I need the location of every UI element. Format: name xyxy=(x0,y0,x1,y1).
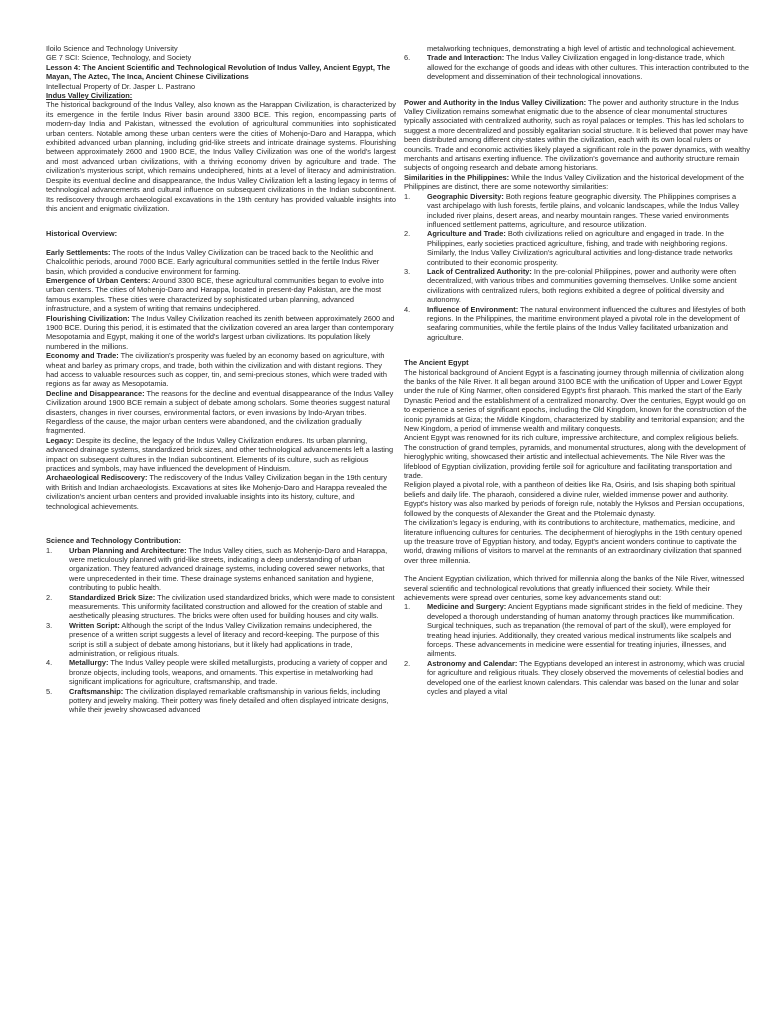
list-item: 4. Influence of Environment: The natural environment influenced the cultures and lifestyles of both regions. In the Philippines, the maritime environment played a pivotal role in the development of seafaring communities, while the fertile plains of the Indus Valley facilitated urbanization and agriculture. xyxy=(404,304,746,342)
similarities-list xyxy=(404,192,750,343)
egypt-paragraph-3: Religion played a pivotal role, with a pantheon of deities like Ra, Osiris, and Isis shaping both spiritual beliefs and daily life. The pharaoh, considered a divine ruler, wielded immense power and authority. Egypt's history was also marked by periods of foreign rule, notably the Hyksos and Persian occupations, followed by the conquests of Alexander the Great and the Ptolemaic dynasty. xyxy=(404,480,745,518)
list-item: 3. Lack of Centralized Authority: In the pre-colonial Philippines, power and authority were often decentralized, with various tribes and communities governing themselves. Unlike some ancient civilizations with centralized rulers, both regions exhibited a degree of political diversity and autonomy. xyxy=(404,266,737,305)
list-item: 2. Agriculture and Trade: Both civilizations relied on agriculture and engaged in trade. In the Philippines, early societies practiced agriculture, fishing, and trade with neighboring regions. Similarly, the Indus Valley Civilization's agricultural activities and long-distance trade networks contributed to their economic prosperity. xyxy=(404,229,733,267)
egypt-paragraph-2: Ancient Egypt was renowned for its rich culture, impressive architecture, and complex religious beliefs. The construction of grand temples, pyramids, and monumental structures, along with the development of hieroglyphic writing, showcased their artistic and intellectual achievements. The Nile River was the lifeblood of Egyptian civilization, providing fertile soil for agriculture and facilitating transportation and trade. xyxy=(404,433,746,481)
list-item: 4. Metallurgy: The Indus Valley people were skilled metallurgists, producing a variety of copper and bronze objects, including tools, weapons, and ornaments. This expertise in metalworking had significant implications for agriculture, craftsmanship, and trade. xyxy=(46,658,388,687)
egypt-section-title: The Ancient Egypt xyxy=(404,358,469,368)
overview-item: Economy and Trade: The civilization's prosperity was fueled by an economy based on agriculture, with wheat and barley as primary crops, and trade, both within the civilization and with distant regions. They had access to valuable resources such as copper, tin, and semi-precious stones, which were traded with regions as far away as Mesopotamia. xyxy=(46,351,387,389)
overview-item: Emergence of Urban Centers: Around 3300 BCE, these agricultural communities began to evolve into urban centers. The cities of Mohenjo-Daro and Harappa, located in present-day Pakistan, are the most famous examples. These cities were characterized by sophisticated urban planning, advanced infrastructure, and a system of writing that remains undeciphered. xyxy=(46,275,384,314)
list-item: 6. Trade and Interaction: The Indus Valley Civilization engaged in long-distance trade, which allowed for the exchange of goods and ideas with other cultures. This interaction contributed to the development and dissemination of their technological innovations. xyxy=(404,53,749,82)
overview-item: Legacy: Despite its decline, the legacy of the Indus Valley Civilization endures. Its urban planning, advanced drainage systems, standardized brick sizes, and other technological advancements left a lasting impact on subsequent cultures in the Indian subcontinent. Elements of its culture, such as religious practices and symbols, may have influenced the development of Hinduism. xyxy=(46,435,394,474)
overview-title: Historical Overview: xyxy=(46,229,118,239)
contribution-list-continued xyxy=(404,44,750,82)
list-item: 2. Standardized Brick Size: The civilization used standardized bricks, which were made to consistent measurements. This uniformity facilitated construction and allowed for the creation of stable and aesthetically pleasing structures. The bricks were often used for building houses and city walls. xyxy=(46,592,395,621)
list-item: 1. Urban Planning and Architecture: The Indus Valley cities, such as Mohenjo-Daro and Harappa, were meticulously planned with grid-like streets, indicating a deep understanding of urban organization. They featured advanced drainage systems, including covered sewer networks, that were unprecedented in their time. These drainage systems enhanced sanitation and hygiene, contributing to public health. xyxy=(46,545,388,593)
egypt-paragraph-5: The Ancient Egyptian civilization, which thrived for millennia along the banks of the Nile River, witnessed several scientific and technological revolutions that greatly influenced their society. While their achievements were spread over centuries, some key advancements stand out: xyxy=(404,574,745,602)
right-column xyxy=(404,44,750,696)
list-item: 1. Geographic Diversity: Both regions feature geographic diversity. The Philippines comprises a vast archipelago with lush forests, fertile plains, and volcanic landscapes, while the Indus Valley included river plains, desert areas, and nearby mountain ranges. These varied environments influenced settlement patterns, agriculture, and resource utilization. xyxy=(404,191,740,229)
list-item: 3. Written Script: Although the script of the Indus Valley Civilization remains undeciphered, the presence of a written script suggests a level of literacy and record-keeping. The purpose of this script is still a subject of debate among historians, but it likely had applications in trade, administration, or religious rituals. xyxy=(46,620,380,658)
course-title: GE 7 SCI: Science, Technology, and Society xyxy=(46,53,192,63)
overview-item: Flourishing Civilization: The Indus Valley Civilization reached its zenith between approximately 2600 and 1900 BCE. During this period, it is estimated that the civilization covered an area larger than contemporary Mesopotamia and Egypt, making it one of the world's largest urban civilizations. Its population likely numbered in the millions. xyxy=(46,313,395,351)
indus-section-title: Indus Valley Civilization: xyxy=(46,91,133,101)
egypt-paragraph-1: The historical background of Ancient Egypt is a fascinating journey through millennia of civilization along the banks of the Nile River. It all began around 3100 BCE with the unification of Upper and Lower Egypt under the rule of King Narmer, often considered Egypt's first pharaoh. This marked the start of the Early Dynastic Period and the establishment of a centralized monarchy. Over the centuries, Egypt would go on to experience a series of significant epochs, including the Old Kingdom, known for the construction of the iconic pyramids at Giza; the Middle Kingdom, characterized by stability and territorial expansion; and the New Kingdom, a period of immense wealth and military conquests. xyxy=(404,367,747,434)
overview-item: Decline and Disappearance: The reasons for the decline and eventual disappearance of the Indus Valley Civilization around 1900 BCE remain a subject of debate among scholars. Some theories suggest natural disasters, changes in river courses, environmental factors, or even invasions by Indo-Aryan tribes. Regardless of the cause, the major urban centers were abandoned, and the civilization gradually fragmented. xyxy=(46,388,394,436)
contribution-title: Science and Technology Contribution: xyxy=(46,536,181,546)
power-authority-paragraph: Power and Authority in the Indus Valley Civilization: The power and authority structure in the Indus Valley Civilization remains somewhat enigmatic due to the absence of clear monumental structures typically associated with centralized authority, such as royal palaces or temples. This has led scholars to suggest a more decentralized and possibly egalitarian social structure. It is believed that power may have been distributed among different city-states within the civilization, each with its own local rulers or councils. Trade and economic activities likely played a significant role in the power dynamics, with wealthy merchants and artisans exerting influence. The civilization's governance and authority structure remain subjects of ongoing research and debate among historians. xyxy=(404,97,750,173)
lesson-title: Lesson 4: The Ancient Scientific and Technological Revolution of Indus Valley, Ancient Egypt, The Mayan, The Aztec, The Inca, Ancient Chinese Civilizations xyxy=(46,62,391,82)
left-column xyxy=(46,44,396,715)
egypt-advancements-list xyxy=(404,602,750,696)
list-item: 1. Medicine and Surgery: Ancient Egyptians made significant strides in the field of medicine. They developed a thorough understanding of human anatomy through practices like mummification. Surgical techniques, such as trepanation (the removal of part of the skull), were employed for treating head injuries. Additionally, they created various medical instruments like scalpels and forceps. These advancements in medicine were essential for treating injuries, illnesses, and ailments. xyxy=(404,602,743,659)
list-item-continued: metalworking techniques, demonstrating a high level of artistic and technological achievement. xyxy=(427,44,736,53)
indus-intro-paragraph: The historical background of the Indus Valley, also known as the Harappan Civilization, is characterized by its emergence in the fertile Indus River basin around 3300 BCE. This region, encompassing parts of modern-day India and Pakistan, witnessed the evolution of agricultural communities into sophisticated urban centers. Notable among these urban centers were the cities of Mohenjo-Daro and Harappa, which exhibited advanced urban planning, including grid-like streets and intricate drainage systems. Flourishing between approximately 2600 and 1900 BCE, the Indus Valley Civilization was one of the world's largest and most advanced urban civilizations, with a thriving economy driven by agriculture and trade. The civilization's mysterious script, which remains undeciphered, hints at a level of literacy and administration. Despite its eventual decline and disappearance, the Indus Valley Civilization left a lasting legacy in terms of technological advancements and cultural influence on subsequent civilizations in the Indian subcontinent. Its rediscovery through archaeological excavations in the 19th century has provided valuable insights into this ancient and enigmatic civilization. xyxy=(46,100,396,213)
list-item: 2. Astronomy and Calendar: The Egyptians developed an interest in astronomy, which was crucial for agriculture and religious rituals. They closely observed the movements of celestial bodies and developed one of the earliest known calendars. This calendar was based on the lunar and solar cycles and played a vital xyxy=(404,658,745,696)
contribution-list xyxy=(46,546,396,715)
property-note: Intellectual Property of Dr. Jasper L. Pastrano xyxy=(46,81,196,91)
overview-item: Early Settlements: The roots of the Indus Valley Civilization can be traced back to the Neolithic and Chalcolithic periods, around 7000 BCE. Early agricultural communities settled in the fertile Indus River basin, which provided a conducive environment for farming. xyxy=(46,247,380,276)
similarities-paragraph: Similarities in the Philippines: While the Indus Valley Civilization and the historical development of the Philippines are distinct, there are some noteworthy similarities: xyxy=(404,172,744,192)
overview-item: Archaeological Rediscovery: The rediscovery of the Indus Valley Civilization began in the 19th century with British and Indian archaeologists. Excavations at sites like Mohenjo-Daro and Harappa revealed the civilization's ancient urban centers and provided invaluable insights into its history, culture, and technological achievements. xyxy=(46,473,388,511)
list-item: 5. Craftsmanship: The civilization displayed remarkable craftsmanship in various fields, including pottery and jewelry making. Their pottery was finely detailed and often displayed intricate designs, while their jewelry showcased advanced xyxy=(46,686,389,715)
overview-list xyxy=(46,248,396,511)
egypt-paragraph-4: The civilization's legacy is enduring, with its contributions to architecture, mathematics, medicine, and literature influencing cultures for centuries. The decipherment of hieroglyphs in the 19th century opened up the treasure trove of Egyptian history, and today, Egypt's ancient wonders continue to captivate the world, drawing millions of visitors to marvel at the remnants of an extraordinary civilization that spanned over three millennia. xyxy=(404,518,742,565)
school-name: Iloilo Science and Technology University xyxy=(46,44,178,53)
